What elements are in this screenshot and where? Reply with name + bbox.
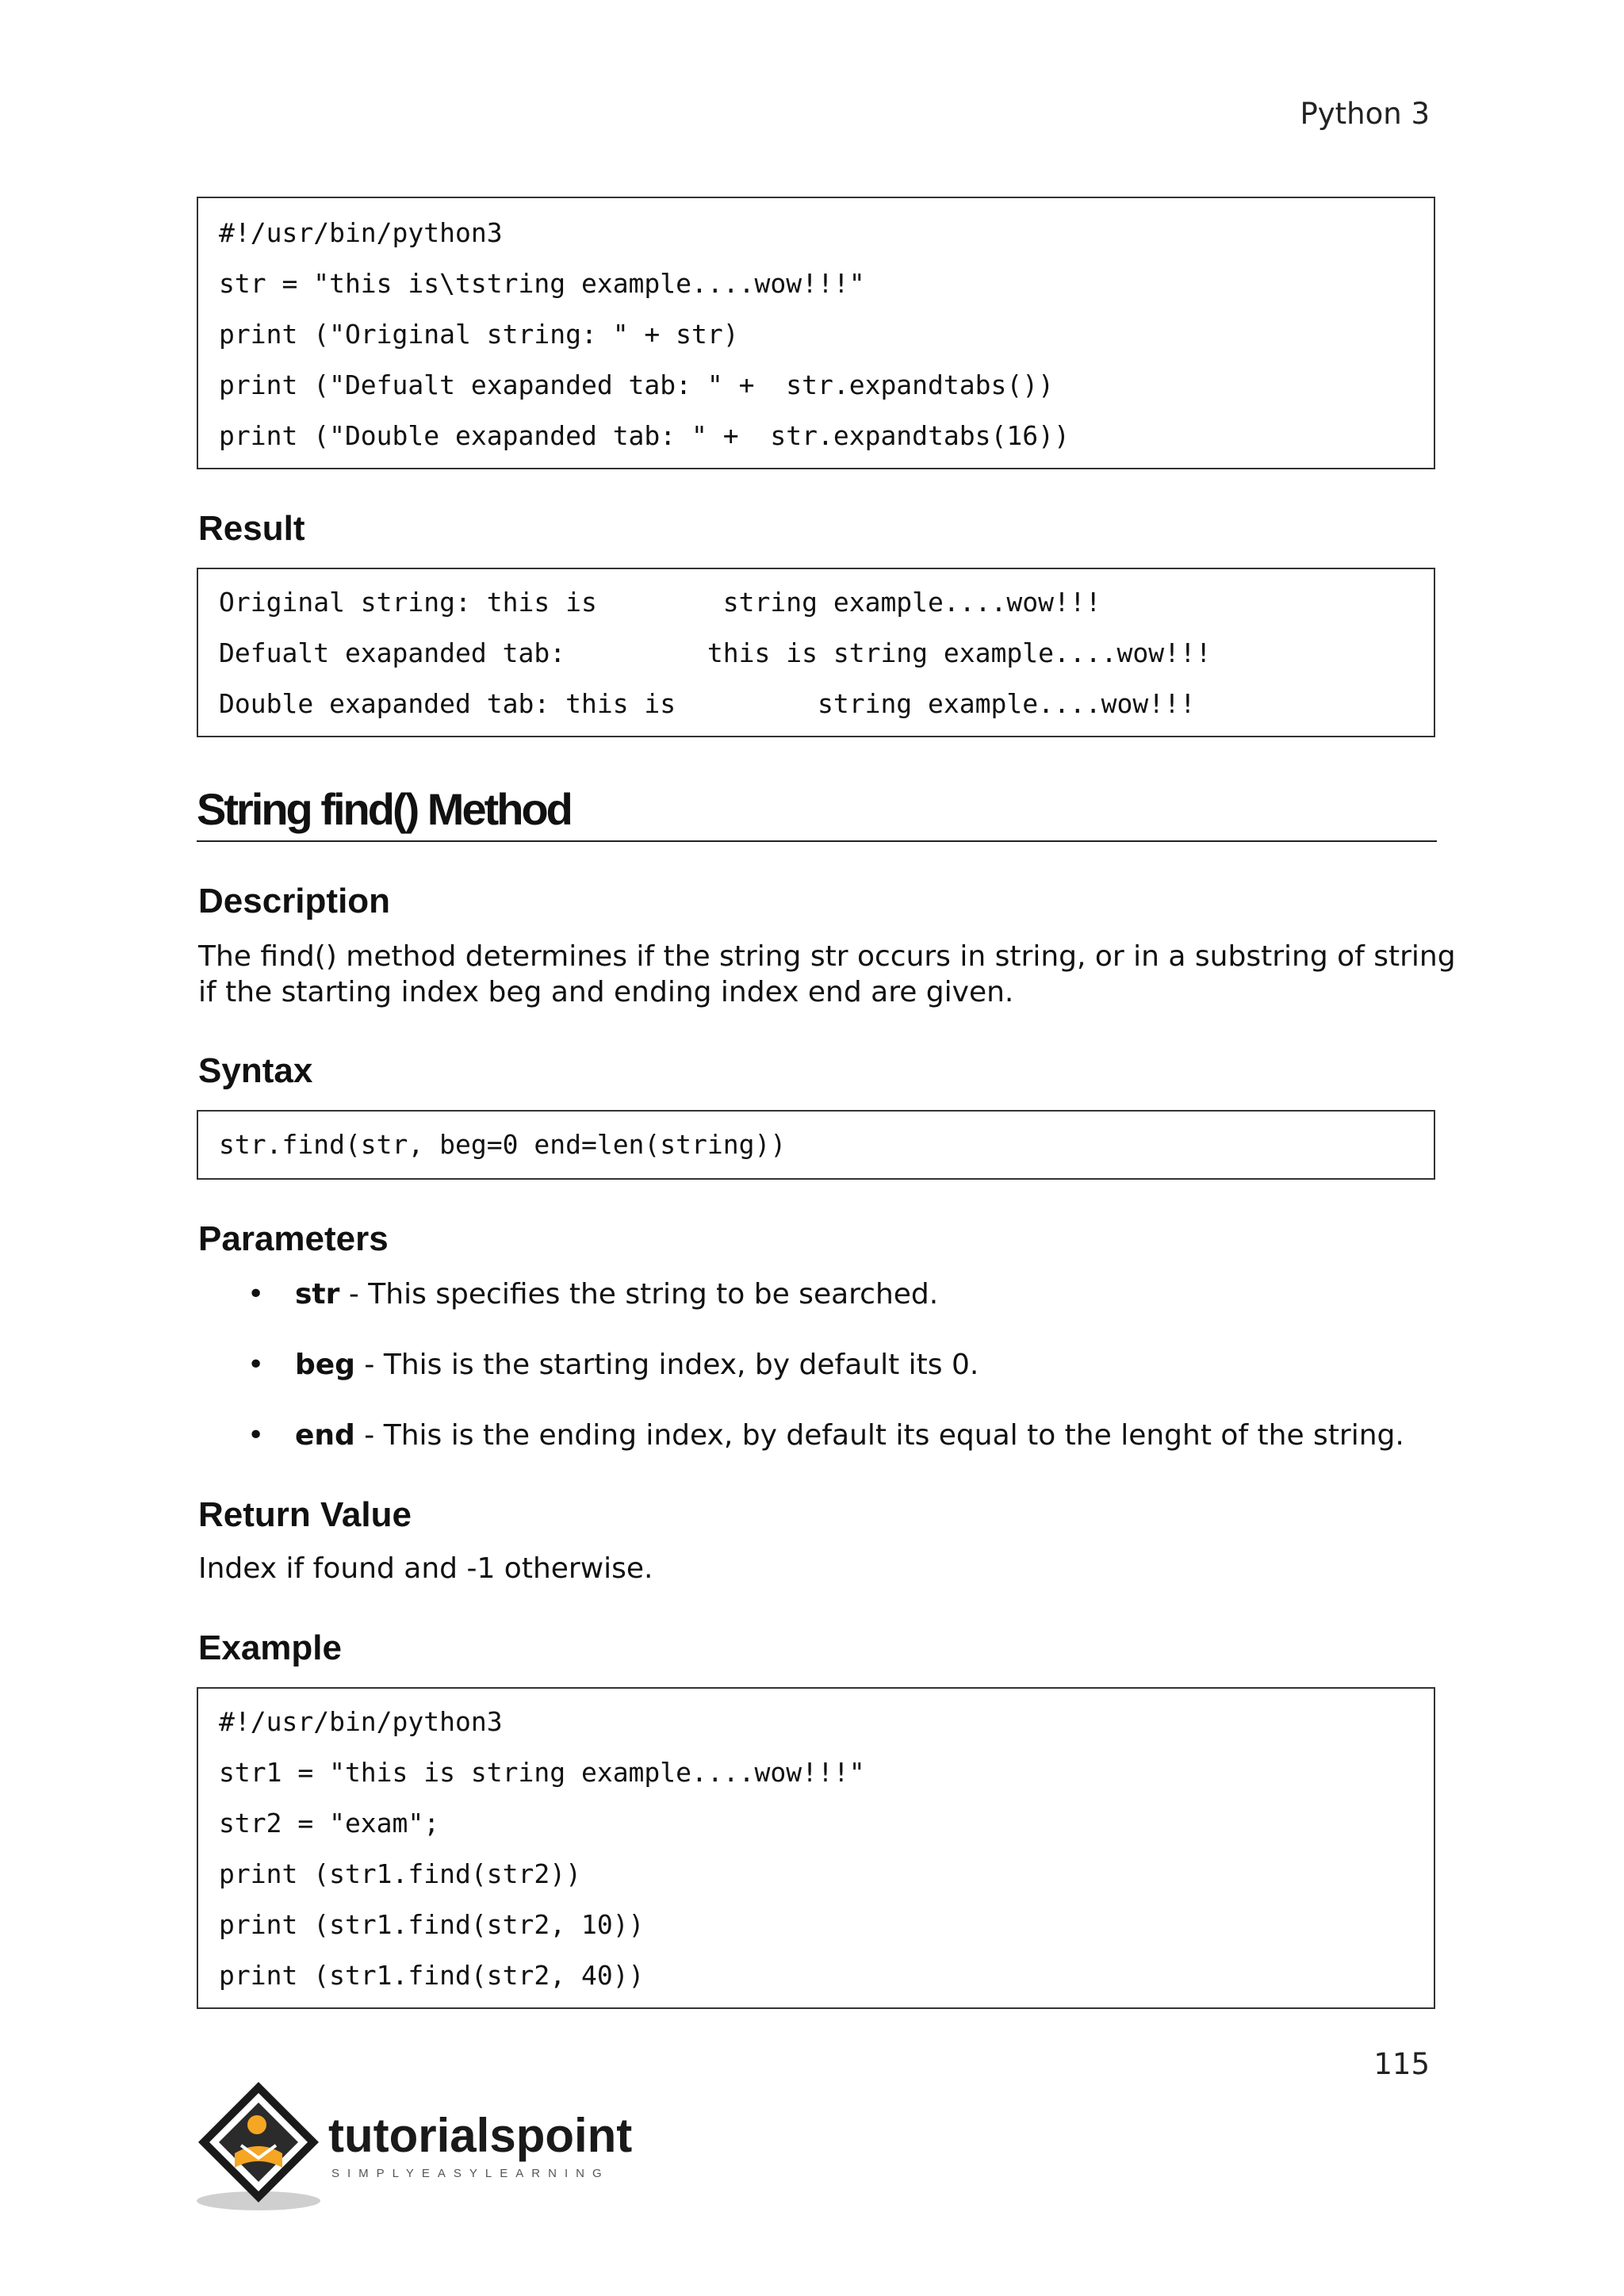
parameter-desc: - This is the starting index, by default its 0. [354,1349,979,1381]
syntax-code: str.find(str, beg=0 end=len(string)) [219,1129,787,1160]
code-line: print (str1.find(str2, 40)) [219,1960,645,1991]
result-line: Defualt exapanded tab: this is string example....wow!!! [219,637,1212,668]
result-heading: Result [198,509,305,548]
title-divider [197,840,1437,842]
code-line: #!/usr/bin/python3 [219,217,503,248]
bullet-dot: • [247,1349,265,1381]
result-line: Double exapanded tab: this is string example....wow!!! [219,688,1196,719]
parameter-name: end [295,1419,355,1452]
code-line: print (str1.find(str2, 10)) [219,1909,645,1940]
code-block-expandtabs [197,197,1435,469]
parameters-heading: Parameters [198,1219,389,1258]
page-number: 115 [1373,2047,1430,2081]
return-value-heading: Return Value [198,1495,412,1534]
logo-wordmark: tutorialspoint [328,2109,633,2162]
example-code-block [197,1687,1435,2009]
result-line: Original string: this is string example....wow!!! [219,587,1101,618]
syntax-heading: Syntax [198,1051,313,1090]
code-line: #!/usr/bin/python3 [219,1706,503,1737]
example-heading: Example [198,1628,342,1667]
syntax-block [197,1110,1435,1180]
parameter-name: str [295,1278,340,1311]
parameter-item [295,1278,938,1311]
parameter-desc: - This is the ending index, by default its equal to the lenght of the string. [354,1419,1404,1452]
logo-tagline: SIMPLYEASYLEARNING [331,2167,610,2180]
result-block [197,568,1435,737]
bullet-dot: • [247,1278,265,1311]
running-header: Python 3 [1300,97,1430,131]
code-line: print (str1.find(str2)) [219,1858,581,1889]
code-line: str1 = "this is string example....wow!!!" [219,1757,865,1788]
parameter-item [295,1349,979,1381]
code-line: print ("Double exapanded tab: " + str.expandtabs(16)) [219,420,1070,451]
code-line: str2 = "exam"; [219,1808,440,1839]
parameter-name: beg [295,1349,355,1381]
return-value-text: Index if found and -1 otherwise. [198,1552,653,1585]
tutorialspoint-logo [193,2076,669,2218]
bullet-dot: • [247,1419,265,1452]
code-line: print ("Defualt exapanded tab: " + str.expandtabs()) [219,369,1054,400]
parameter-desc: - This specifies the string to be searched. [339,1278,939,1311]
description-line-2: if the starting index beg and ending index end are given. [198,976,1014,1008]
description-heading: Description [198,882,391,920]
section-title: String find() Method [197,784,571,834]
code-line: str = "this is\tstring example....wow!!!" [219,268,865,299]
parameter-item [295,1419,1404,1452]
code-line: print ("Original string: " + str) [219,319,739,350]
description-line-1: The find() method determines if the string str occurs in string, or in a substring of string [198,940,1456,973]
